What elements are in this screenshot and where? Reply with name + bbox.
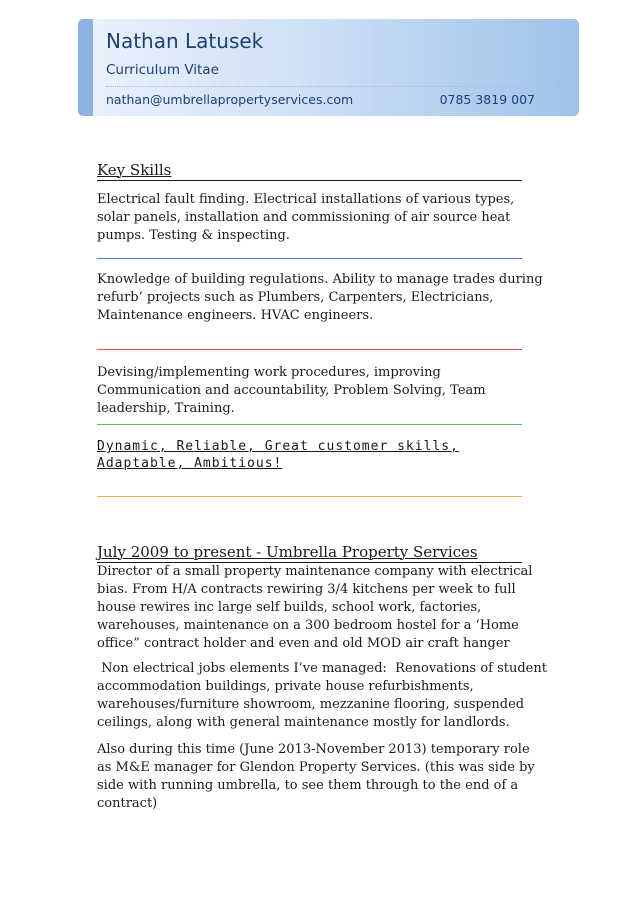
header-accent-bar xyxy=(78,19,93,116)
skill-divider-red xyxy=(97,349,522,350)
experience-paragraph-director: Director of a small property maintenance company with electrical bias. From H/A contracts rewiring 3/4 kitchens per week to full house rewires inc large self builds, school work, factories, warehouses, maintenance on a 300 bedroom hostel for a ‘Home office” contract holder and even and old MOD air craft hanger xyxy=(97,564,533,651)
skill-divider-green xyxy=(97,424,522,425)
skill-paragraph-electrical: Electrical fault finding. Electrical installations of various types, solar panels, installation and commissioning of air source heat pumps. Testing & inspecting. xyxy=(97,192,515,243)
experience-paragraph-non-electrical: Non electrical jobs elements I’ve managed: Renovations of student accommodation buildings, private house refurbishments, warehouses/furniture showroom, mezzanine flooring, suspended ceilings, along with general maintenance mostly for landlords. xyxy=(97,661,552,730)
header-divider xyxy=(106,86,566,87)
skill-divider-orange xyxy=(97,496,522,497)
document-subtitle: Curriculum Vitae xyxy=(106,62,219,78)
experience-heading: July 2009 to present - Umbrella Property Services xyxy=(97,543,522,563)
key-skills-heading: Key Skills xyxy=(97,161,522,181)
skill-paragraph-regulations: Knowledge of building regulations. Ability to manage trades during refurb’ projects such as Plumbers, Carpenters, Electricians, Maintenance engineers. HVAC engineers. xyxy=(97,272,543,323)
cv-header xyxy=(78,19,579,116)
skill-paragraph-traits: Dynamic, Reliable, Great customer skills, Adaptable, Ambitious! xyxy=(97,439,459,471)
contact-phone: 0785 3819 007 xyxy=(439,92,535,107)
experience-paragraph-temporary-role: Also during this time (June 2013-November 2013) temporary role as M&E manager for Glendon Property Services. (this was side by side with running umbrella, to see them through to the end of a contract) xyxy=(97,742,535,811)
candidate-name: Nathan Latusek xyxy=(106,29,264,53)
skill-paragraph-procedures: Devising/implementing work procedures, improving Communication and accountability, Problem Solving, Team leadership, Training. xyxy=(97,365,486,416)
skill-divider-blue xyxy=(97,258,522,259)
contact-email[interactable]: nathan@umbrellapropertyservices.com xyxy=(106,92,354,107)
